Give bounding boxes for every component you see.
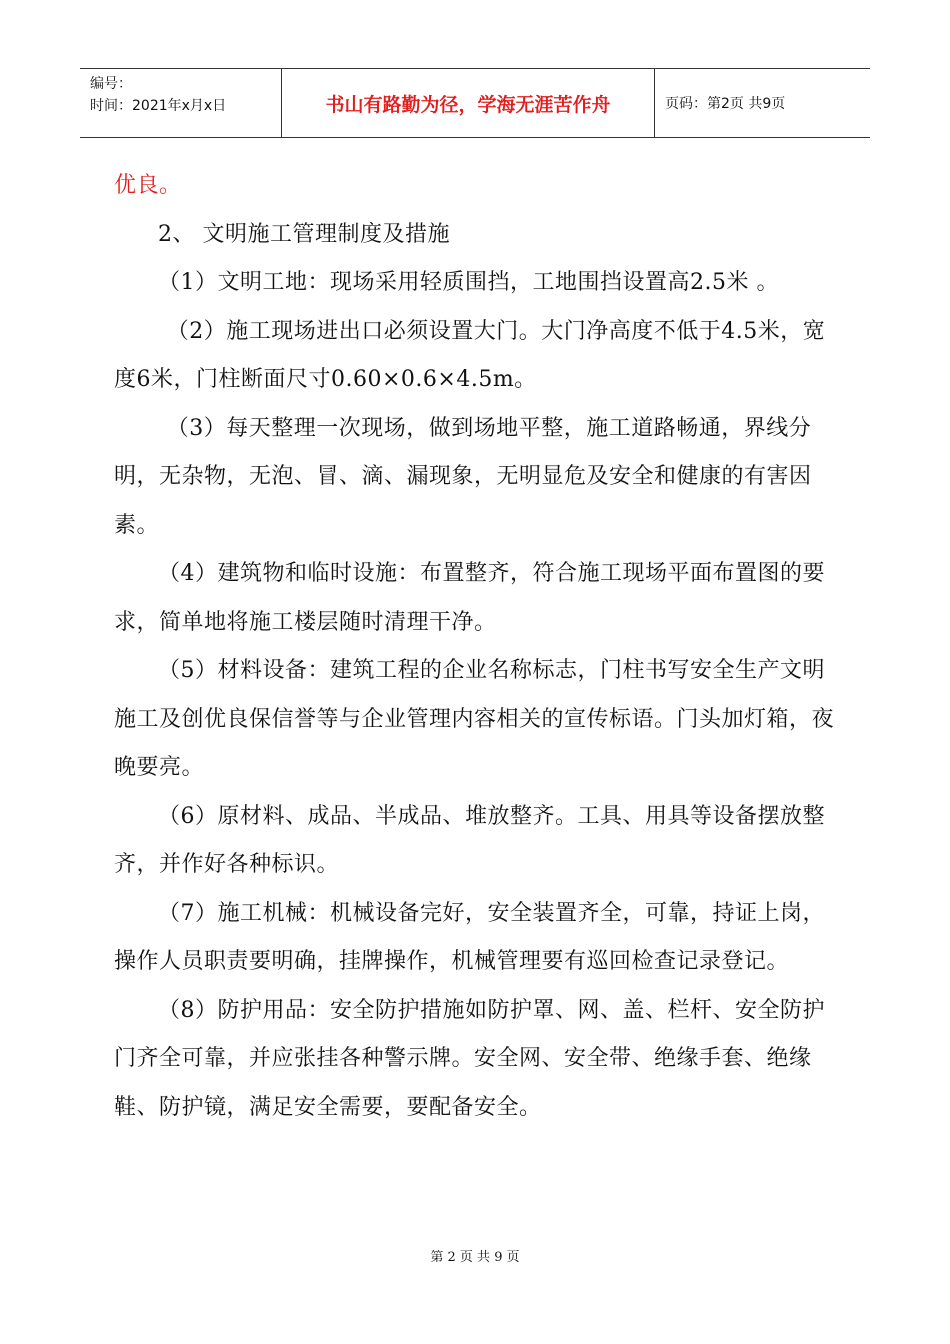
header-meta [80, 69, 282, 137]
doc-time-label: 时间：2021年x月x日 [90, 98, 227, 114]
list-item: （5）材料设备：建筑工程的企业名称标志，门柱书写安全生产文明施工及创优良保信誉等与企业管理内容相关的宣传标语。门头加灯箱，夜晚要亮。 [114, 658, 835, 780]
page-footer: 第 2 页 共 9 页 [430, 1250, 520, 1265]
list-item: （2）施工现场进出口必须设置大门。大门净高度不低于4.5米，宽度6米，门柱断面尺寸0.60×0.6×4.5m。 [114, 318, 826, 392]
list-item: （3）每天整理一次现场，做到场地平整，施工道路畅通，界线分明，无杂物，无泡、冒、滴、漏现象，无明显危及安全和健康的有害因素。 [114, 415, 812, 538]
continued-text: 优良。 [114, 173, 182, 198]
document-header [80, 68, 870, 138]
header-page-info: 页码：第2页 共9页 [665, 96, 786, 112]
section-title: 2、 文明施工管理制度及措施 [158, 221, 450, 247]
list-item: （8）防护用品：安全防护措施如防护罩、网、盖、栏杆、安全防护门齐全可靠，并应张挂各种警示牌。安全网、安全带、绝缘手套、绝缘鞋、防护镜，满足安全需要，要配备安全。 [114, 997, 825, 1120]
doc-number-label: 编号： [90, 76, 132, 92]
list-item: （7）施工机械：机械设备完好，安全装置齐全，可靠，持证上岗，操作人员职责要明确，挂牌操作，机械管理要有巡回检查记录登记。 [114, 900, 825, 974]
header-motto: 书山有路勤为径，学海无涯苦作舟 [282, 69, 655, 137]
list-item: （4）建筑物和临时设施：布置整齐，符合施工现场平面布置图的要求，简单地将施工楼层随时清理干净。 [114, 561, 825, 635]
list-item: （1）文明工地：现场采用轻质围挡，工地围挡设置高2.5米 。 [158, 270, 779, 295]
document-body [114, 162, 844, 1132]
list-item: （6）原材料、成品、半成品、堆放整齐。工具、用具等设备摆放整齐，并作好各种标识。 [114, 803, 825, 877]
